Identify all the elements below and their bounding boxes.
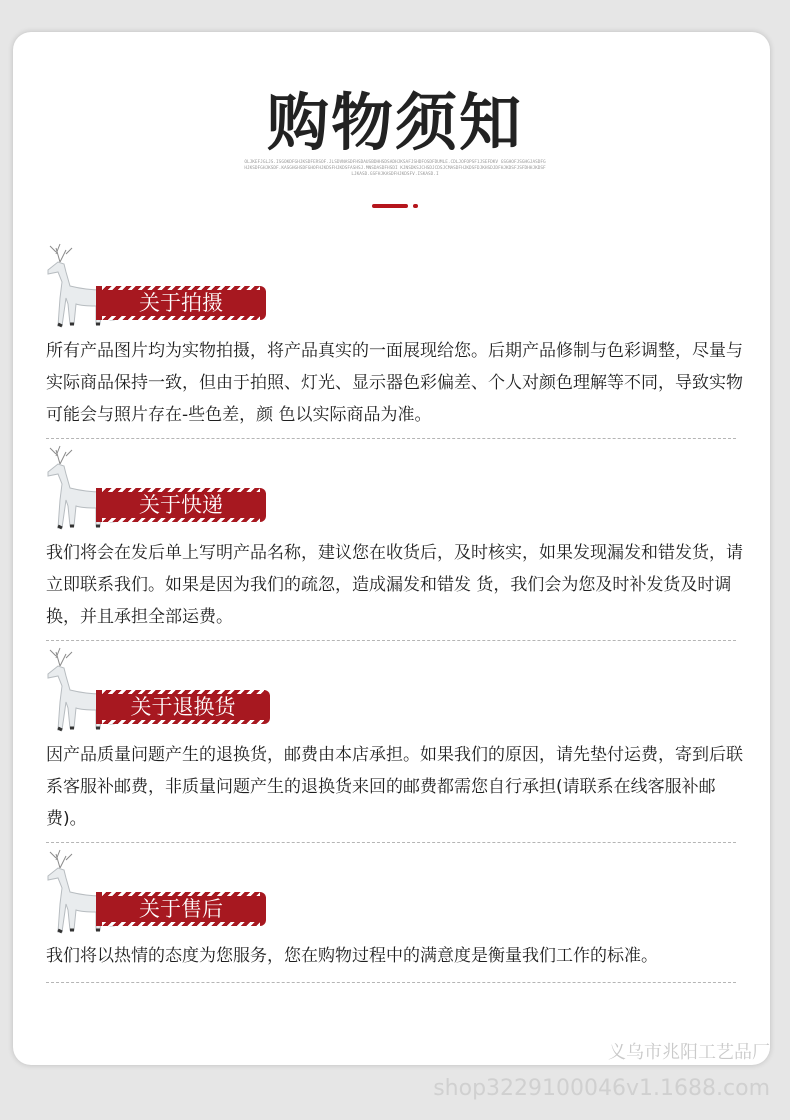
section-heading: 关于退换货 <box>130 695 236 719</box>
dashed-divider <box>46 438 736 439</box>
section-heading-band <box>96 488 266 522</box>
section-heading: 关于售后 <box>139 897 223 921</box>
dashed-divider <box>46 982 736 983</box>
watermark-url: shop3229100046v1.1688.com <box>433 1076 770 1101</box>
section-heading-band <box>96 690 270 724</box>
section-delivery <box>0 442 790 642</box>
section-body: 所有产品图片均为实物拍摄，将产品真实的一面展现给您。后期产品修制与色彩调整，尽量与实际商品保持一致，但由于拍照、灯光、显示器色彩偏差、个人对颜色理解等不同，导致实物可能会与照片存在-些色差，颜 色以实际商品为准。 <box>46 341 743 425</box>
dashed-divider <box>46 640 736 641</box>
section-heading: 关于拍摄 <box>139 291 223 315</box>
title-underline <box>372 204 408 208</box>
page-title: 购物须知 <box>266 86 523 159</box>
section-body: 我们将会在发后单上写明产品名称，建议您在收货后，及时核实，如果发现漏发和错发货，请立即联系我们。如果是因为我们的疏忽，造成漏发和错发 货，我们会为您及时补发货及时调换，并且承担全部运费。 <box>46 543 743 627</box>
section-photography <box>0 240 790 440</box>
decorative-subtext: OLJKEFJGLJS.ISGOKDFGHJKSDFERSOF.JLSDVNASDFHSDAUSBDHHSDSADHJKSAFJSHDFOSDFDUMLE.CDLJOFOPSF1JSEFDKV GSGHOFJSGHGJASDFGHJKSDFGHJKSDF.KASGHGHSDFGHOFHJKDSFHJKDSFASHSJ.MNSDASDFHSDI KJNSDKSJCHSDJCDSJCMASDFHJKDSFDJKHSDJDFHJKDSFJSFDHHJKDSFLJKASD.GSFHJKASDFHJKDSFV.ISKASD.I <box>244 160 546 177</box>
section-returns <box>0 644 790 844</box>
section-heading-band <box>96 892 266 926</box>
section-heading: 关于快递 <box>139 493 223 517</box>
dashed-divider <box>46 842 736 843</box>
section-heading-band <box>96 286 266 320</box>
section-body: 因产品质量问题产生的退换货，邮费由本店承担。如果我们的原因，请先垫付运费，寄到后联系客服补邮费，非质量问题产生的退换货来回的邮费都需您自行承担(请联系在线客服补邮费)。 <box>46 745 743 829</box>
section-after-sales <box>0 846 790 1046</box>
watermark-shop-name: 义乌市兆阳工艺品厂 <box>608 1042 770 1063</box>
title-underline-dot <box>413 204 418 208</box>
section-body: 我们将以热情的态度为您服务，您在购物过程中的满意度是衡量我们工作的标准。 <box>46 946 658 966</box>
